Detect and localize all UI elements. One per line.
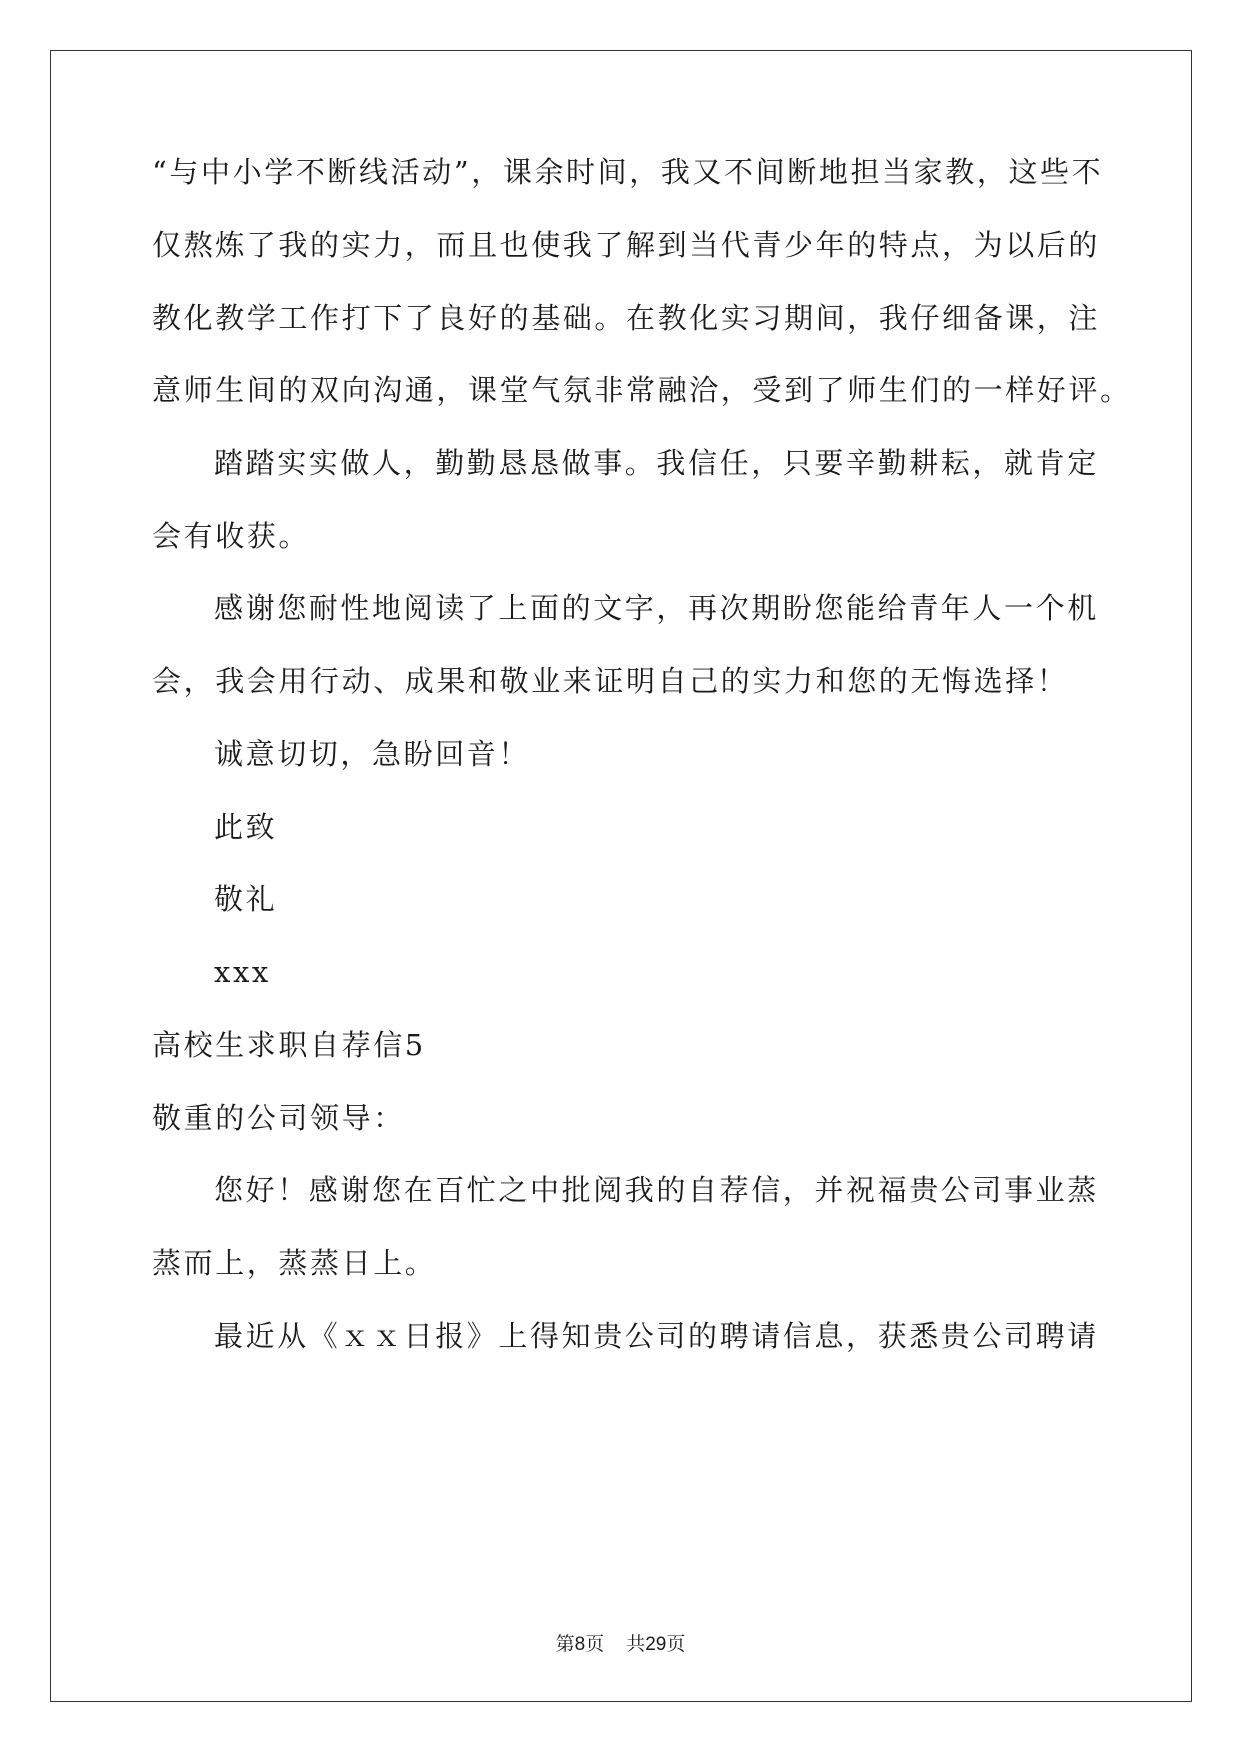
page-border	[50, 50, 1192, 1702]
body-line-16: 蒸而上，蒸蒸日上。	[152, 1246, 437, 1280]
footer-total-prefix: 共	[626, 1633, 646, 1655]
body-line-5: 踏踏实实做人，勤勤恳恳做事。我信任，只要辛勤耕耘，就肯定	[214, 446, 1099, 480]
body-line-7: 感谢您耐性地阅读了上面的文字，再次期盼您能给青年人一个机	[214, 591, 1099, 625]
body-line-1: “与中小学不断线活动”，课余时间，我又不间断地担当家教，这些不	[152, 155, 1104, 189]
body-line-3: 教化教学工作打下了良好的基础。在教化实习期间，我仔细备课，注	[152, 301, 1101, 335]
body-line-17: 最近从《ｘｘ日报》上得知贵公司的聘请信息，获悉贵公司聘请	[214, 1319, 1099, 1353]
body-line-9: 诚意切切，急盼回音！	[214, 737, 531, 771]
footer-page-number: 8	[574, 1634, 586, 1655]
signature-name: xxx	[214, 955, 271, 989]
body-line-2: 仅熬炼了我的实力，而且也使我了解到当代青少年的特点，为以后的	[152, 228, 1101, 262]
body-line-8: 会，我会用行动、成果和敬业来证明自己的实力和您的无悔选择！	[152, 664, 1069, 698]
footer-total-pages: 29	[645, 1634, 667, 1655]
footer-page-suffix: 页	[585, 1633, 605, 1655]
body-line-15: 您好！感谢您在百忙之中批阅我的自荐信，并祝福贵公司事业蒸	[214, 1173, 1099, 1207]
page-footer	[0, 1632, 1241, 1657]
body-line-6: 会有收获。	[152, 519, 311, 553]
section-heading: 高校生求职自荐信5	[152, 1028, 426, 1062]
body-line-4: 意师生间的双向沟通，课堂气氛非常融洽，受到了师生们的一样好评。	[152, 373, 1132, 407]
closing-salutation: 此致	[214, 810, 278, 844]
footer-total-suffix: 页	[666, 1633, 686, 1655]
closing-regards: 敬礼	[214, 882, 278, 916]
letter-greeting: 敬重的公司领导：	[152, 1101, 405, 1135]
footer-page-prefix: 第	[555, 1633, 575, 1655]
